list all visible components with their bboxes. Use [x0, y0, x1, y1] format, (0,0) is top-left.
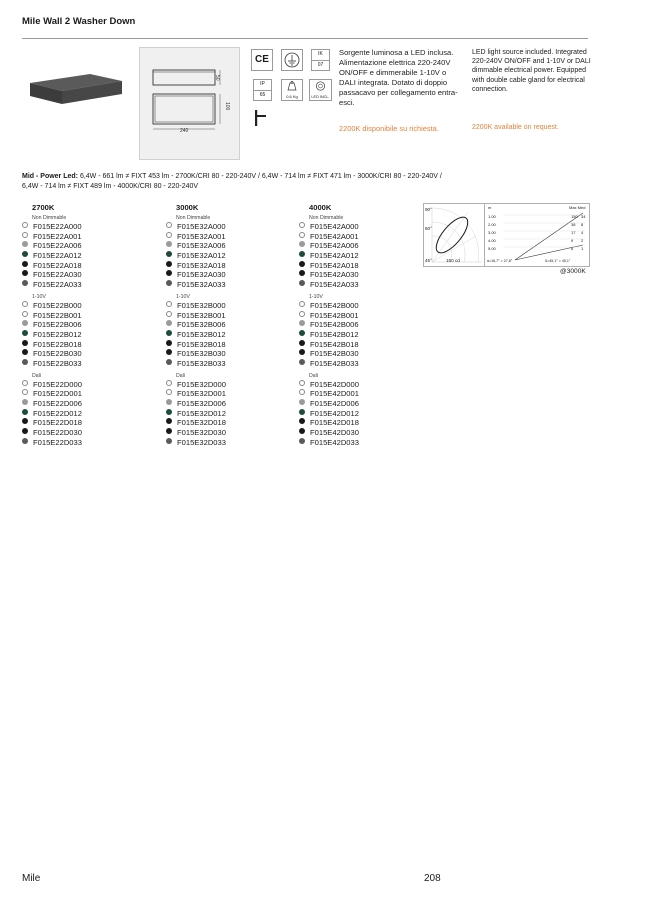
color-swatch-dot	[166, 232, 172, 238]
ip-rating-icon	[253, 79, 272, 101]
lux-row	[488, 237, 586, 245]
product-code-row	[166, 222, 286, 232]
product-code: F015E32D001	[177, 389, 226, 399]
power-spec	[22, 172, 582, 192]
product-code-row	[299, 359, 419, 369]
color-swatch-dot	[299, 349, 305, 355]
page-title: Mile Wall 2 Washer Down	[22, 16, 136, 27]
dimension-height-top: 50	[214, 75, 220, 81]
codes-column-2700k	[22, 203, 142, 447]
product-code: F015E32B000	[177, 300, 226, 310]
product-code-row	[299, 428, 419, 438]
product-code: F015E22A000	[33, 222, 82, 231]
color-swatch-dot	[22, 418, 28, 424]
product-code: F015E22A033	[33, 280, 82, 290]
product-code-row	[299, 251, 419, 261]
product-code-row	[166, 438, 286, 448]
product-code: F015E22D018	[33, 418, 82, 428]
product-code: F015E42D000	[310, 379, 359, 389]
color-swatch-dot	[299, 311, 305, 317]
product-code-row	[22, 409, 142, 419]
product-code: F015E42D006	[310, 399, 359, 408]
lux-rows	[488, 213, 586, 253]
product-code: F015E42D018	[310, 418, 359, 428]
product-code-row	[166, 389, 286, 399]
lux-max: 38	[571, 222, 576, 227]
dimming-group-label: Dali	[32, 372, 41, 379]
product-code-row	[166, 270, 286, 280]
product-code: F015E22B018	[33, 339, 82, 349]
product-code: F015E32B001	[177, 310, 226, 320]
product-code-row	[166, 251, 286, 261]
product-code: F015E32D012	[177, 408, 226, 418]
product-code-row	[166, 340, 286, 350]
product-code: F015E32D018	[177, 418, 226, 428]
product-code: F015E22D030	[33, 428, 82, 438]
color-swatch-dot	[299, 301, 305, 307]
product-code-row	[22, 301, 142, 311]
description-english: LED light source included. Integrated 220-240V ON/OFF and 1-10V or DALI dimmable electrical power. Equipped with double cable gland for electrical connection.	[472, 49, 591, 93]
product-code-row	[299, 418, 419, 428]
product-code: F015E22A030	[33, 270, 82, 280]
product-code-row	[299, 330, 419, 340]
product-code: F015E22A001	[33, 231, 82, 241]
lux-med: 4	[581, 230, 584, 235]
product-code: F015E22D000	[33, 379, 82, 389]
product-code-row	[299, 380, 419, 390]
lux-distance: 5.00	[488, 246, 496, 251]
polar-diagram	[423, 203, 486, 267]
lux-max: 9	[571, 238, 574, 243]
product-code-row	[22, 399, 142, 409]
color-swatch-dot	[299, 438, 305, 444]
product-code: F015E42B012	[310, 329, 359, 339]
lux-footer-alpha: α=16,7° = 27,8°	[487, 259, 513, 263]
codes-column-3000k	[166, 203, 286, 447]
product-code: F015E22D033	[33, 437, 82, 447]
color-swatch-dot	[299, 251, 305, 257]
color-swatch-dot	[166, 301, 172, 307]
lux-max: 6	[571, 246, 574, 251]
product-code-row	[22, 428, 142, 438]
color-swatch-dot	[299, 389, 305, 395]
polar-angle-mid: 60°	[425, 226, 432, 231]
product-code: F015E42A018	[310, 260, 359, 270]
led-included-icon	[309, 79, 332, 101]
product-code-row	[299, 340, 419, 350]
color-swatch-dot	[166, 418, 172, 424]
product-code-row	[22, 241, 142, 251]
product-code: F015E42A012	[310, 251, 359, 261]
lux-distance: 4.00	[488, 238, 496, 243]
product-code-row	[22, 280, 142, 290]
product-code: F015E22B000	[33, 300, 82, 310]
product-code-row	[166, 311, 286, 321]
color-swatch-dot	[22, 222, 28, 228]
product-code-row	[22, 438, 142, 448]
product-code: F015E32D006	[177, 399, 226, 408]
cct-heading: 3000K	[176, 203, 199, 212]
led-included-label: LED INCL.	[311, 94, 330, 99]
spec-line-1: 6,4W - 661 lm ≠ FIXT 453 lm - 2700K/CRI 80 - 220-240V / 6,4W - 714 lm ≠ FIXT 471 lm - 3000K/CRI 80 - 220-240V /	[78, 173, 442, 180]
product-code: F015E32A012	[177, 251, 226, 261]
color-swatch-dot	[299, 399, 305, 405]
product-code-row	[22, 359, 142, 369]
product-code: F015E42A001	[310, 231, 359, 241]
lux-footer-beta: ß=45,1° = 45,1°	[545, 259, 571, 263]
product-code: F015E32B006	[177, 320, 226, 330]
color-swatch-dot	[22, 380, 28, 386]
lux-row	[488, 229, 586, 237]
product-code: F015E22A018	[33, 260, 82, 270]
dimming-group-label: Dali	[176, 372, 185, 379]
product-code-row	[166, 428, 286, 438]
product-code-row	[22, 261, 142, 271]
ip-value: 65	[259, 91, 266, 98]
weight-value: 0,6 Kg	[286, 93, 298, 99]
product-code-row	[299, 320, 419, 330]
product-code-row	[22, 270, 142, 280]
color-swatch-dot	[166, 438, 172, 444]
weight-icon	[281, 79, 303, 101]
color-swatch-dot	[22, 349, 28, 355]
color-swatch-dot	[166, 409, 172, 415]
product-code-row	[22, 222, 142, 232]
ip-label: IP	[254, 80, 271, 91]
product-code: F015E22D012	[33, 408, 82, 418]
color-swatch-dot	[166, 311, 172, 317]
product-code: F015E42B033	[310, 358, 359, 368]
product-code-row	[22, 380, 142, 390]
product-code: F015E22B030	[33, 349, 82, 359]
product-code: F015E32A000	[177, 222, 226, 231]
lux-row	[488, 245, 586, 253]
product-code: F015E42A030	[310, 270, 359, 280]
cct-heading: 4000K	[309, 203, 332, 212]
product-code-row	[166, 320, 286, 330]
product-code: F015E32A006	[177, 241, 226, 251]
lux-header-m: m	[488, 205, 492, 210]
polar-angle-top: 90°	[425, 207, 432, 212]
product-code-row	[299, 222, 419, 232]
dimming-group-label: Non Dimmable	[176, 215, 211, 221]
color-swatch-dot	[22, 389, 28, 395]
product-code-row	[299, 301, 419, 311]
dimension-width: 240	[180, 128, 189, 134]
lux-header-max: Max Med	[569, 205, 586, 210]
product-code-row	[299, 280, 419, 290]
color-swatch-dot	[22, 330, 28, 336]
product-code-row	[166, 418, 286, 428]
color-swatch-dot	[299, 222, 305, 228]
color-swatch-dot	[22, 261, 28, 267]
product-code-row	[22, 418, 142, 428]
color-swatch-dot	[166, 389, 172, 395]
dimming-group-label: 1-10V	[309, 293, 323, 300]
ce-mark-icon: CE	[251, 49, 273, 71]
cct-heading: 2700K	[32, 203, 55, 212]
lux-max: 17	[571, 230, 576, 235]
color-swatch-dot	[299, 320, 305, 326]
color-swatch-dot	[166, 428, 172, 434]
product-code: F015E22B006	[33, 320, 82, 330]
product-code: F015E32B012	[177, 329, 226, 339]
page-number: 208	[424, 873, 441, 884]
color-swatch-dot	[22, 280, 28, 286]
product-code-row	[166, 409, 286, 419]
product-code-row	[299, 409, 419, 419]
product-code-row	[22, 330, 142, 340]
dimension-height-side: 100	[224, 102, 230, 111]
color-swatch-dot	[22, 438, 28, 444]
product-code-row	[299, 349, 419, 359]
product-code: F015E32B018	[177, 339, 226, 349]
product-code: F015E32B033	[177, 358, 226, 368]
color-swatch-dot	[22, 399, 28, 405]
polar-candela: 150 cd	[446, 258, 460, 263]
color-swatch-dot	[166, 340, 172, 346]
color-swatch-dot	[22, 270, 28, 276]
class-i-ground-icon	[281, 49, 303, 71]
color-swatch-dot	[299, 261, 305, 267]
color-swatch-dot	[299, 280, 305, 286]
color-swatch-dot	[22, 251, 28, 257]
lux-med: 34	[581, 214, 586, 219]
product-code: F015E42D012	[310, 408, 359, 418]
product-code: F015E42A033	[310, 280, 359, 290]
lux-max: 150	[571, 214, 578, 219]
note-italian: 2200K disponibile su richiesta.	[339, 124, 439, 133]
product-code-row	[299, 241, 419, 251]
color-swatch-dot	[299, 409, 305, 415]
color-swatch-dot	[166, 222, 172, 228]
color-swatch-dot	[166, 320, 172, 326]
color-swatch-dot	[299, 340, 305, 346]
dimming-group-label: 1-10V	[176, 293, 190, 300]
product-code-row	[299, 261, 419, 271]
product-code: F015E32A033	[177, 280, 226, 290]
color-swatch-dot	[166, 241, 172, 247]
product-code: F015E32D000	[177, 379, 226, 389]
color-swatch-dot	[299, 359, 305, 365]
lux-med: 1	[581, 246, 584, 251]
product-code-row	[22, 232, 142, 242]
color-swatch-dot	[166, 261, 172, 267]
product-code: F015E42A006	[310, 241, 359, 251]
product-code-row	[166, 359, 286, 369]
product-code: F015E22D001	[33, 389, 82, 399]
product-code: F015E42B018	[310, 339, 359, 349]
product-code: F015E32D030	[177, 428, 226, 438]
product-code: F015E42D030	[310, 428, 359, 438]
ik-rating-icon	[311, 49, 330, 71]
product-code-row	[166, 241, 286, 251]
color-swatch-dot	[166, 270, 172, 276]
lux-med: 2	[581, 238, 584, 243]
product-code: F015E32B030	[177, 349, 226, 359]
ik-label: IK	[312, 50, 329, 61]
lux-distance: 2.00	[488, 222, 496, 227]
color-swatch-dot	[22, 241, 28, 247]
product-code-row	[22, 251, 142, 261]
product-code-row	[299, 399, 419, 409]
color-swatch-dot	[166, 399, 172, 405]
product-code-row	[166, 330, 286, 340]
product-code: F015E32A018	[177, 260, 226, 270]
illuminance-diagram	[484, 203, 590, 267]
codes-column-4000k	[299, 203, 419, 447]
product-code: F015E42B030	[310, 349, 359, 359]
color-swatch-dot	[299, 270, 305, 276]
spec-line-2: 6,4W - 714 lm ≠ FIXT 489 lm - 4000K/CRI 80 - 220-240V	[22, 183, 199, 190]
title-divider	[22, 38, 588, 39]
color-swatch-dot	[299, 241, 305, 247]
product-code: F015E22B033	[33, 358, 82, 368]
product-code-row	[299, 389, 419, 399]
product-code: F015E22B001	[33, 310, 82, 320]
color-swatch-dot	[22, 311, 28, 317]
color-swatch-dot	[166, 380, 172, 386]
product-code-row	[166, 399, 286, 409]
color-swatch-dot	[299, 330, 305, 336]
product-code: F015E32A001	[177, 231, 226, 241]
product-code-row	[166, 349, 286, 359]
lux-med: 8	[581, 222, 584, 227]
color-swatch-dot	[22, 428, 28, 434]
lux-row	[488, 221, 586, 229]
product-code: F015E42B006	[310, 320, 359, 330]
product-code-row	[22, 320, 142, 330]
polar-curve-graphic	[424, 204, 485, 266]
product-code: F015E42D033	[310, 437, 359, 447]
product-code: F015E22A012	[33, 251, 82, 261]
photometry-cct: @3000K	[560, 268, 586, 275]
color-swatch-dot	[299, 380, 305, 386]
product-code: F015E22B012	[33, 329, 82, 339]
color-swatch-dot	[22, 232, 28, 238]
dimming-group-label: 1-10V	[32, 293, 46, 300]
product-code-row	[299, 311, 419, 321]
product-code: F015E32A030	[177, 270, 226, 280]
color-swatch-dot	[22, 320, 28, 326]
product-code-row	[22, 311, 142, 321]
note-english: 2200K available on request.	[472, 124, 559, 131]
product-code: F015E32D033	[177, 437, 226, 447]
product-code-row	[166, 232, 286, 242]
product-code: F015E22D006	[33, 399, 82, 408]
dimming-group-label: Dali	[309, 372, 318, 379]
color-swatch-dot	[22, 359, 28, 365]
product-code: F015E42A000	[310, 222, 359, 231]
dimming-group-label: Non Dimmable	[309, 215, 344, 221]
product-image	[30, 74, 122, 104]
color-swatch-dot	[22, 340, 28, 346]
lux-distance: 1.00	[488, 214, 496, 219]
footer-family: Mile	[22, 873, 41, 884]
color-swatch-dot	[166, 280, 172, 286]
lux-row	[488, 213, 586, 221]
wall-mount-icon	[253, 108, 270, 128]
product-code-row	[22, 340, 142, 350]
ik-value: 07	[317, 61, 324, 68]
color-swatch-dot	[299, 418, 305, 424]
product-code: F015E42D001	[310, 389, 359, 399]
color-swatch-dot	[166, 349, 172, 355]
product-code: F015E42B001	[310, 310, 359, 320]
product-code: F015E42B000	[310, 300, 359, 310]
color-swatch-dot	[166, 251, 172, 257]
product-code-row	[166, 261, 286, 271]
color-swatch-dot	[299, 232, 305, 238]
product-code-row	[166, 380, 286, 390]
product-code-row	[299, 438, 419, 448]
spec-label: Mid - Power Led:	[22, 173, 78, 180]
product-code-row	[22, 349, 142, 359]
polar-angle-bottom: 45°	[425, 258, 432, 263]
lux-distance: 3.00	[488, 230, 496, 235]
color-swatch-dot	[22, 301, 28, 307]
color-swatch-dot	[166, 330, 172, 336]
product-code-row	[166, 280, 286, 290]
product-code: F015E22A006	[33, 241, 82, 251]
product-code-row	[299, 270, 419, 280]
color-swatch-dot	[166, 359, 172, 365]
product-code-row	[299, 232, 419, 242]
product-code-row	[166, 301, 286, 311]
color-swatch-dot	[299, 428, 305, 434]
dimming-group-label: Non Dimmable	[32, 215, 67, 221]
color-swatch-dot	[22, 409, 28, 415]
description-italian: Sorgente luminosa a LED inclusa. Alimentazione elettrica 220-240V ON/OFF e dimmerabile 1-10V o DALI integrata. Dotato di doppio passacavo per collegamento entra-esci.	[339, 48, 458, 107]
product-code-row	[22, 389, 142, 399]
